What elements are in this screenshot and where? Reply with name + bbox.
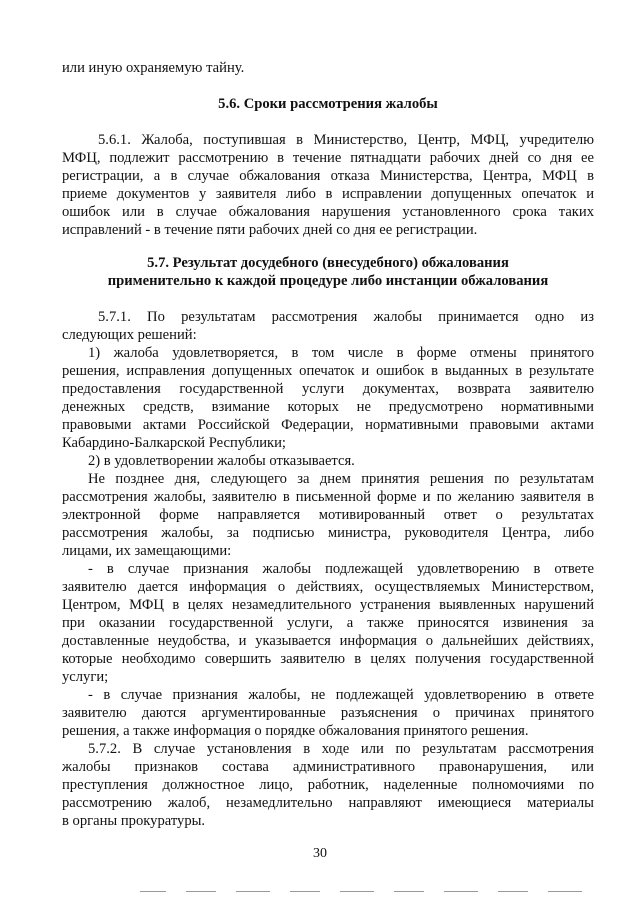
footer-dash <box>140 891 166 892</box>
text-line: рассмотрению жалоб, незамедлительно направляют имеющиеся материалы <box>62 795 594 811</box>
footer-dash <box>548 891 582 892</box>
text-line: правовыми актами Российской Федерации, нормативными правовыми актами <box>62 417 594 433</box>
text-line: преступления должностное лицо, работник, наделенные полномочиями по <box>62 777 594 793</box>
footer-rule <box>140 891 610 892</box>
list-item-2: 2) в удовлетворении жалобы отказывается. <box>88 453 355 469</box>
text-line: рассмотрения жалобы, заявителю в письменной форме и по желанию заявителя в <box>62 489 594 505</box>
footer-dash <box>498 891 528 892</box>
text-line: доставленные неудобства, и указывается информация о дальнейших действиях, <box>62 633 594 649</box>
footer-dash <box>290 891 320 892</box>
text-line: Кабардино-Балкарской Республики; <box>62 435 286 451</box>
text-line: приеме документов у заявителя либо в исправлении допущенных опечаток и <box>62 186 594 202</box>
text-line: - в случае признания жалобы, не подлежащей удовлетворению в ответе <box>88 687 594 703</box>
footer-dash <box>186 891 216 892</box>
text-line: при оказании государственной услуги, а также приносятся извинения за <box>62 615 594 631</box>
text-line: 5.7.2. В случае установления в ходе или по результатам рассмотрения <box>88 741 594 757</box>
text-line: услуги; <box>62 669 109 685</box>
text-line: исправлений - в течение пяти рабочих дней со дня ее регистрации. <box>62 222 478 238</box>
text-line: лицами, их замещающими: <box>62 543 232 559</box>
text-line: денежных средств, взимание которых не предусмотрено нормативными <box>62 399 594 415</box>
text-line: Не позднее дня, следующего за днем принятия решения по результатам <box>88 471 594 487</box>
text-line: 5.6.1. Жалоба, поступившая в Министерство, Центр, МФЦ, учредителю <box>98 132 594 148</box>
text-line: которые необходимо совершить заявителю в целях получения государственной <box>62 651 594 667</box>
text-line: заявителю даются аргументированные разъяснения о причинах принятого <box>62 705 594 721</box>
section-heading-5-7-line1: 5.7. Результат досудебного (внесудебного) обжалования <box>147 255 509 271</box>
text-line: или иную охраняемую тайну. <box>62 60 245 76</box>
page-number: 30 <box>313 846 327 861</box>
section-heading-5-6: 5.6. Сроки рассмотрения жалобы <box>218 96 438 112</box>
text-line: решения, а также информация о порядке обжалования принятого решения. <box>62 723 529 739</box>
text-line: решения, исправления допущенных опечаток и ошибок в выданных в результате <box>62 363 594 379</box>
text-line: жалобы признаков состава административного правонарушения, или <box>62 759 594 775</box>
text-line: следующих решений: <box>62 327 197 343</box>
footer-dash <box>340 891 374 892</box>
text-line: предоставления государственной услуги документах, возврата заявителю <box>62 381 594 397</box>
text-line: регистрации, а в случае обжалования отказа Министерства, Центра, МФЦ в <box>62 168 594 184</box>
text-line: рассмотрения жалобы, за подписью министра, руководителя Центра, либо <box>62 525 594 541</box>
section-heading-5-7-line2: применительно к каждой процедуре либо инстанции обжалования <box>107 273 549 289</box>
footer-dash <box>394 891 424 892</box>
text-line: заявителю дается информация о действиях, осуществляемых Министерством, <box>62 579 594 595</box>
footer-dash <box>444 891 478 892</box>
text-line: в органы прокуратуры. <box>62 813 206 829</box>
text-line: МФЦ, подлежит рассмотрению в течение пятнадцати рабочих дней со дня ее <box>62 150 594 166</box>
footer-dash <box>236 891 270 892</box>
text-line: - в случае признания жалобы подлежащей удовлетворению в ответе <box>88 561 594 577</box>
text-line: Центром, МФЦ в целях незамедлительного устранения выявленных нарушений <box>62 597 594 613</box>
text-line: 1) жалоба удовлетворяется, в том числе в форме отмены принятого <box>88 345 594 361</box>
text-line: 5.7.1. По результатам рассмотрения жалобы принимается одно из <box>98 309 594 325</box>
text-line: ошибок или в случае обжалования нарушения установленного срока таких <box>62 204 594 220</box>
text-line: электронной форме направляется мотивированный ответ о результатах <box>62 507 594 523</box>
